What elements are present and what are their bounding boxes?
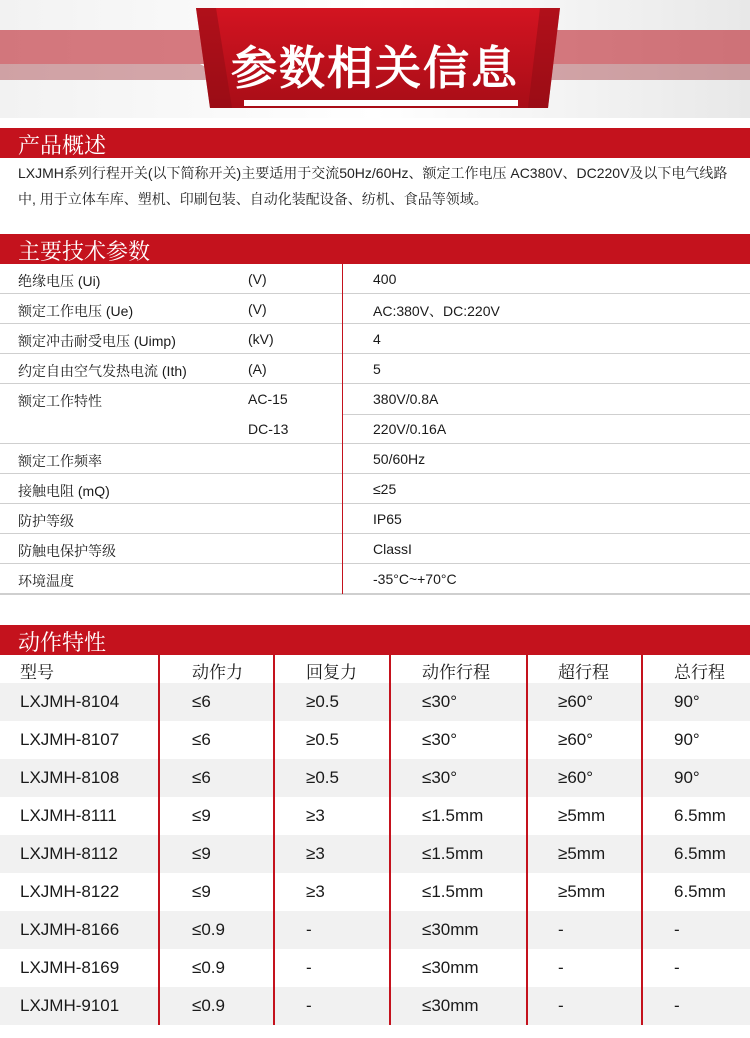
table-cell: ≤0.9 <box>192 996 225 1015</box>
table-cell: ≤30mm <box>422 920 479 939</box>
tech-cell-name: 额定冲击耐受电压 (Uimp) <box>18 333 176 349</box>
banner-title: 参数相关信息 <box>231 41 519 95</box>
table-cell: ≤1.5mm <box>422 806 484 825</box>
column-divider <box>273 655 275 1025</box>
tech-row <box>0 474 750 504</box>
table-cell: - <box>674 996 680 1015</box>
section-header-tech <box>0 234 750 264</box>
tech-cell-value: 4 <box>373 331 381 347</box>
tech-cell-value: 50/60Hz <box>373 451 426 467</box>
table-cell: LXJMH-8122 <box>20 882 120 901</box>
tech-row <box>0 444 750 474</box>
table-cell: ≥0.5 <box>306 768 339 787</box>
tech-row <box>0 324 750 354</box>
section-header-action <box>0 625 750 655</box>
table-row <box>0 759 750 797</box>
column-divider <box>389 655 391 1025</box>
section-title: 主要技术参数 <box>18 240 151 265</box>
table-body <box>0 683 750 1025</box>
table-row <box>0 911 750 949</box>
table-cell: ≥60° <box>558 768 594 787</box>
banner-underline <box>244 100 518 106</box>
tech-cell-unit: AC-15 <box>248 391 288 407</box>
column-header: 型号 <box>20 663 54 682</box>
tech-cell-value: -35°C~+70°C <box>373 571 457 587</box>
tech-cell-unit: (V) <box>248 271 267 287</box>
tech-cell-value: 380V/0.8A <box>373 391 439 407</box>
section-title: 动作特性 <box>18 631 107 656</box>
tech-row <box>0 294 750 324</box>
tech-cell-unit: DC-13 <box>248 421 289 437</box>
table-cell: ≤1.5mm <box>422 882 484 901</box>
table-row <box>0 683 750 721</box>
table-cell: ≥0.5 <box>306 692 339 711</box>
banner <box>0 0 750 118</box>
tech-cell-name: 额定工作特性 <box>18 393 102 409</box>
tech-cell-value: 220V/0.16A <box>373 421 447 437</box>
table-cell: LXJMH-8112 <box>20 844 118 863</box>
table-cell: 6.5mm <box>674 882 726 901</box>
table-cell: - <box>558 958 564 977</box>
table-cell: ≤9 <box>192 882 211 901</box>
tech-cell-name: 额定工作频率 <box>18 453 102 469</box>
table-cell: ≤30mm <box>422 958 479 977</box>
table-cell: ≤6 <box>192 730 211 749</box>
tech-cell-name: 额定工作电压 (Ue) <box>18 303 134 319</box>
table-cell: ≥5mm <box>558 844 606 863</box>
tech-cell-unit: (kV) <box>248 331 274 347</box>
table-cell: - <box>306 996 312 1015</box>
table-cell: LXJMH-8166 <box>20 920 120 939</box>
table-cell: LXJMH-8111 <box>20 806 117 825</box>
table-cell: - <box>306 958 312 977</box>
table-cell: ≤6 <box>192 768 211 787</box>
column-divider <box>641 655 643 1025</box>
tech-row <box>0 504 750 534</box>
table-cell: - <box>558 996 564 1015</box>
section-header-overview <box>0 128 750 158</box>
tech-cell-value: AC:380V、DC:220V <box>373 303 500 319</box>
table-cell: - <box>674 958 680 977</box>
column-header: 超行程 <box>558 663 609 682</box>
table-cell: LXJMH-8108 <box>20 768 120 787</box>
table-cell: ≤9 <box>192 806 211 825</box>
table-cell: - <box>306 920 312 939</box>
tech-cell-name: 接触电阻 (mQ) <box>18 483 110 499</box>
tech-cell-value: 5 <box>373 361 381 377</box>
table-cell: ≤30° <box>422 692 458 711</box>
table-row <box>0 797 750 835</box>
table-cell: ≥0.5 <box>306 730 339 749</box>
tech-row <box>0 534 750 564</box>
table-cell: ≥60° <box>558 692 594 711</box>
table-cell: ≤1.5mm <box>422 844 484 863</box>
overview-text: LXJMH系列行程开关(以下简称开关)主要适用于交流50Hz/60Hz、额定工作电压 AC380V、DC220V及以下电气线路中, 用于立体车库、塑机、印刷包装、自动化装配设备、纺机、食品等领域。 <box>18 165 728 207</box>
table-cell: 6.5mm <box>674 806 726 825</box>
column-header: 回复力 <box>306 663 357 682</box>
tech-row <box>0 564 750 594</box>
tech-params-table <box>0 264 750 594</box>
column-header: 动作力 <box>192 663 243 682</box>
table-cell: LXJMH-8104 <box>20 692 120 711</box>
table-cell: ≥3 <box>306 806 325 825</box>
table-cell: LXJMH-8107 <box>20 730 120 749</box>
tech-cell-value: ClassI <box>373 541 412 557</box>
tech-bottom-line <box>0 594 750 595</box>
table-cell: 90° <box>674 768 700 787</box>
table-cell: ≤30° <box>422 730 458 749</box>
tech-divider <box>342 264 343 594</box>
table-row <box>0 835 750 873</box>
table-cell: LXJMH-8169 <box>20 958 120 977</box>
table-row <box>0 949 750 987</box>
table-cell: - <box>558 920 564 939</box>
table-cell: ≤0.9 <box>192 920 225 939</box>
tech-cell-value: 400 <box>373 271 397 287</box>
section-title: 产品概述 <box>18 134 107 159</box>
table-cell: ≥5mm <box>558 882 606 901</box>
tech-cell-name: 约定自由空气发热电流 (Ith) <box>18 363 187 379</box>
column-header: 总行程 <box>674 663 725 682</box>
action-table <box>0 655 750 1025</box>
tech-cell-value: ≤25 <box>373 481 397 497</box>
table-row <box>0 873 750 911</box>
table-row <box>0 721 750 759</box>
table-cell: ≤9 <box>192 844 211 863</box>
table-cell: ≥60° <box>558 730 594 749</box>
table-header <box>0 655 750 683</box>
tech-cell-name: 防护等级 <box>18 513 74 529</box>
table-cell: - <box>674 920 680 939</box>
table-cell: 90° <box>674 692 700 711</box>
tech-cell-value: IP65 <box>373 511 402 527</box>
table-cell: 6.5mm <box>674 844 726 863</box>
table-cell: ≤30mm <box>422 996 479 1015</box>
tech-cell-unit: (A) <box>248 361 267 377</box>
table-row <box>0 987 750 1025</box>
tech-cell-name: 防触电保护等级 <box>18 543 116 559</box>
table-cell: ≤30° <box>422 768 458 787</box>
tech-cell-name: 绝缘电压 (Ui) <box>18 273 101 289</box>
column-header: 动作行程 <box>422 663 490 682</box>
tech-cell-unit: (V) <box>248 301 267 317</box>
table-cell: 90° <box>674 730 700 749</box>
tech-cell-name: 环境温度 <box>18 573 74 589</box>
table-cell: ≥3 <box>306 844 325 863</box>
table-cell: ≥3 <box>306 882 325 901</box>
tech-row <box>0 264 750 294</box>
tech-row <box>0 414 750 444</box>
tech-row <box>0 384 750 414</box>
column-divider <box>526 655 528 1025</box>
table-cell: ≤0.9 <box>192 958 225 977</box>
table-cell: LXJMH-9101 <box>20 996 120 1015</box>
column-divider <box>158 655 160 1025</box>
tech-row <box>0 354 750 384</box>
table-cell: ≥5mm <box>558 806 606 825</box>
table-cell: ≤6 <box>192 692 211 711</box>
